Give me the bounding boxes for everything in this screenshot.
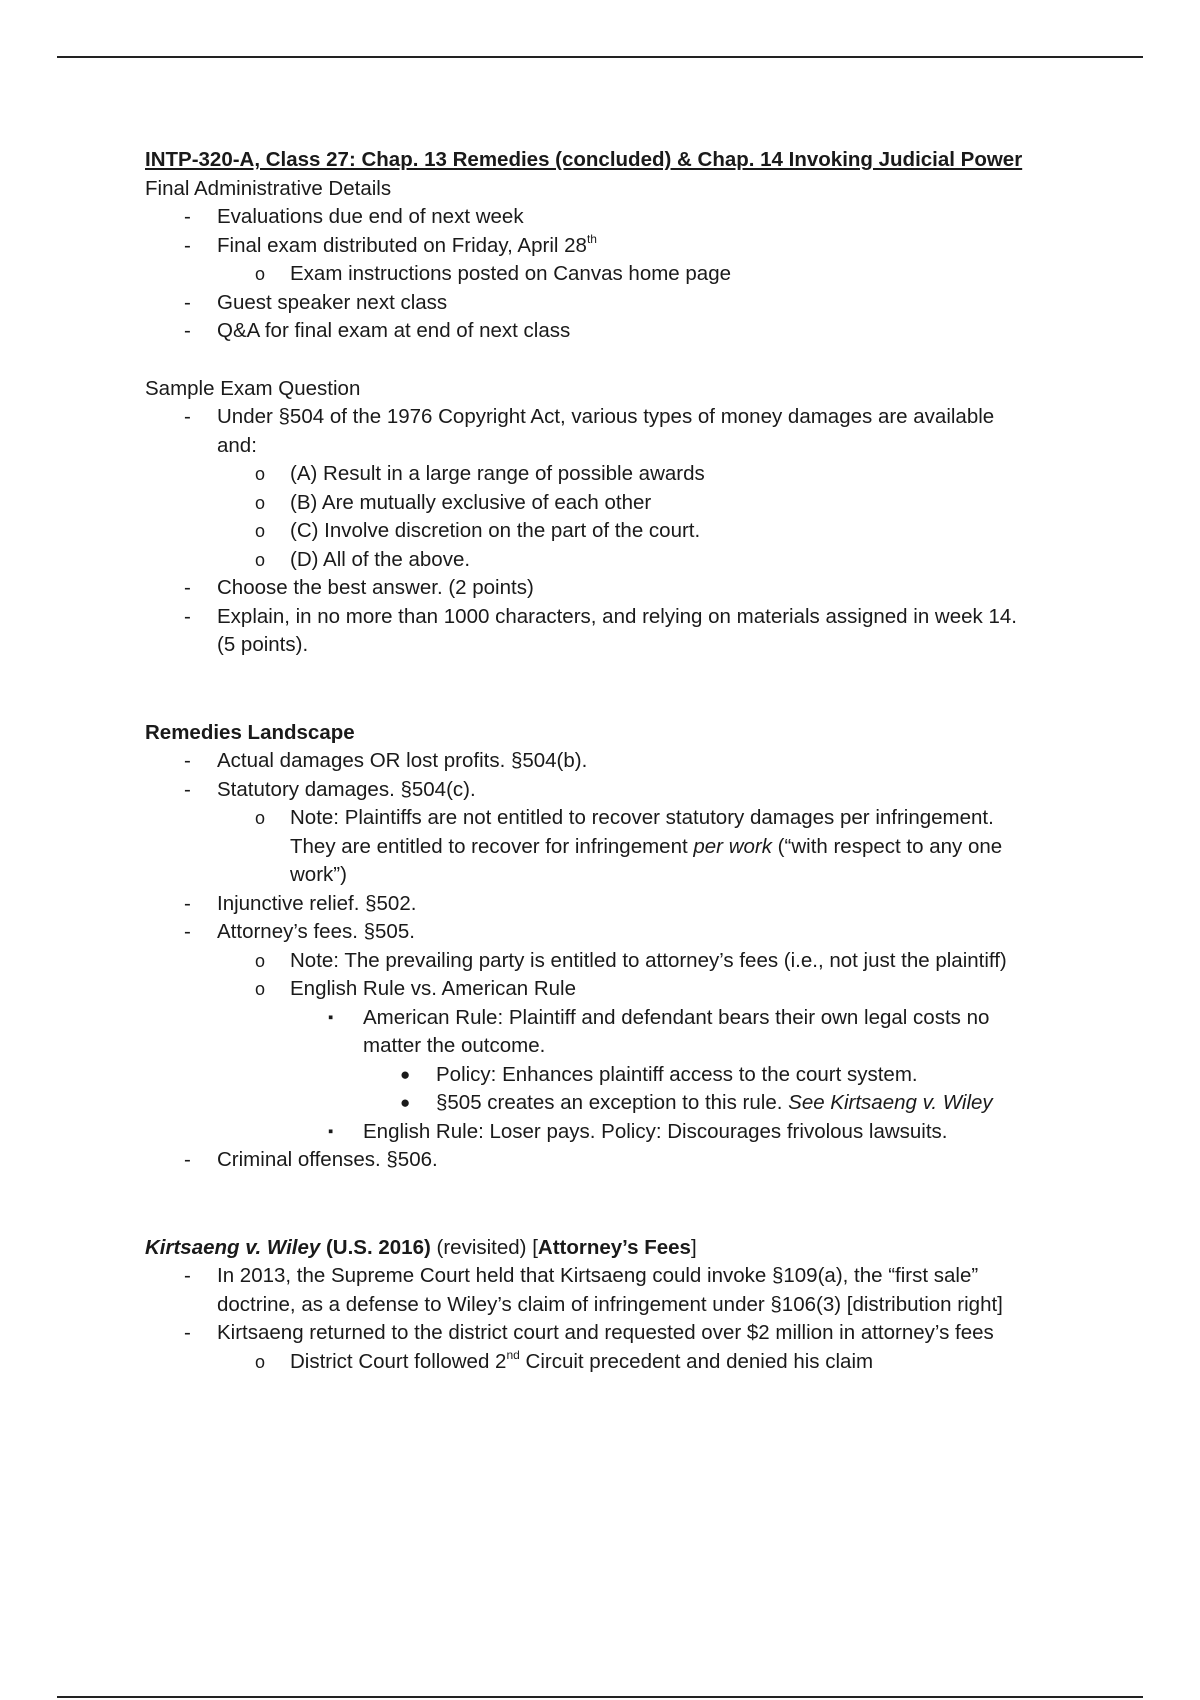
- text-run: (revisited) [: [430, 1235, 538, 1259]
- dash-marker: -: [184, 1148, 191, 1171]
- document-body: [145, 146, 1105, 1376]
- bullet-marker: ●: [400, 1093, 411, 1112]
- list-item-continuation: doctrine, as a defense to Wiley’s claim of infringement under §106(3) [distribution right]: [217, 1292, 1003, 1316]
- square-marker: ▪: [328, 1008, 334, 1026]
- list-item: [145, 947, 1105, 976]
- list-item-text: Under §504 of the 1976 Copyright Act, various types of money damages are available: [217, 405, 995, 428]
- circle-marker: o: [255, 521, 266, 541]
- answer-option: (C) Involve discretion on the part of the court.: [290, 519, 701, 542]
- list-item: [145, 890, 1105, 919]
- remedies-heading: Remedies Landscape: [145, 720, 355, 744]
- list-item: [145, 1348, 1105, 1377]
- list-item: [145, 1118, 1105, 1147]
- list-item-continuation: and:: [217, 433, 257, 457]
- document-title: INTP-320-A, Class 27: Chap. 13 Remedies (concluded) & Chap. 14 Invoking Judicial Power: [145, 148, 1023, 171]
- list-item: [145, 1262, 1105, 1291]
- list-item: [145, 975, 1105, 1004]
- answer-option: (A) Result in a large range of possible awards: [290, 462, 705, 485]
- list-item: [145, 804, 1105, 833]
- admin-heading: Final Administrative Details: [145, 176, 392, 200]
- list-item: [145, 1146, 1105, 1175]
- case-court: (U.S. 2016): [320, 1235, 431, 1259]
- list-item-text: English Rule vs. American Rule: [290, 977, 576, 1000]
- list-item: [145, 776, 1105, 805]
- list-item-text: Policy: Enhances plaintiff access to the court system.: [436, 1062, 918, 1086]
- list-item: [145, 603, 1105, 632]
- list-item: [145, 546, 1105, 575]
- list-item-text: Note: The prevailing party is entitled to attorney’s fees (i.e., not just the plaintiff): [290, 948, 1007, 972]
- circle-marker: o: [255, 979, 266, 999]
- list-item: [145, 517, 1105, 546]
- dash-marker: -: [184, 749, 191, 772]
- dash-marker: -: [184, 1321, 191, 1344]
- circle-marker: o: [255, 950, 266, 971]
- list-item-text: Choose the best answer. (2 points): [217, 576, 534, 599]
- text-run: §505 creates an exception to this rule.: [436, 1091, 789, 1114]
- superscript: nd: [506, 1347, 520, 1362]
- list-item-text: Kirtsaeng returned to the district court and requested over $2 million in attorney’s fees: [217, 1321, 994, 1344]
- dash-marker: -: [184, 576, 191, 599]
- text-run: (“with respect to any one: [771, 834, 1003, 858]
- list-item: [145, 1089, 1105, 1118]
- list-item: [145, 747, 1105, 776]
- superscript: th: [586, 231, 597, 246]
- list-item-continuation: (5 points).: [217, 633, 309, 656]
- list-item-text: Explain, in no more than 1000 characters, and relying on materials assigned in week 14.: [217, 604, 1017, 628]
- list-item: [145, 918, 1105, 947]
- footer-rule: [57, 1696, 1143, 1698]
- list-item: [145, 574, 1105, 603]
- text-run: Circuit precedent and denied his claim: [519, 1349, 874, 1373]
- circle-marker: o: [255, 549, 266, 570]
- list-item: [145, 260, 1105, 289]
- list-item: [145, 403, 1105, 432]
- case-topic: Attorney’s Fees: [537, 1235, 691, 1259]
- emphasis-text: See Kirtsaeng v. Wiley: [788, 1091, 993, 1114]
- list-item-text: Guest speaker next class: [217, 290, 448, 314]
- text-run: ]: [690, 1235, 697, 1259]
- list-item-text: Final exam distributed on Friday, April 28: [217, 233, 587, 257]
- list-item-text: In 2013, the Supreme Court held that Kirtsaeng could invoke §109(a), the “first sale”: [217, 1264, 979, 1287]
- list-item-text: American Rule: Plaintiff and defendant bears their own legal costs no: [363, 1005, 990, 1029]
- list-item: [145, 489, 1105, 518]
- list-item-text: Q&A for final exam at end of next class: [217, 319, 571, 342]
- list-item: [145, 232, 1105, 261]
- case-name: Kirtsaeng v. Wiley: [145, 1235, 321, 1259]
- square-marker: ▪: [328, 1122, 334, 1140]
- list-item-text: Note: Plaintiffs are not entitled to recover statutory damages per infringement.: [290, 806, 994, 829]
- answer-option: (B) Are mutually exclusive of each other: [290, 490, 652, 514]
- circle-marker: o: [255, 808, 266, 828]
- dash-marker: -: [184, 891, 191, 915]
- dash-marker: -: [184, 405, 191, 428]
- answer-option: (D) All of the above.: [290, 547, 471, 571]
- header-rule: [57, 56, 1143, 58]
- list-item-continuation: [145, 833, 1105, 862]
- dash-marker: -: [184, 205, 191, 228]
- sample-heading: Sample Exam Question: [145, 376, 361, 400]
- dash-marker: -: [184, 319, 191, 342]
- list-item-text: Injunctive relief. §502.: [217, 891, 417, 915]
- list-item: [145, 1319, 1105, 1348]
- list-item-text: Actual damages OR lost profits. §504(b).: [217, 749, 588, 772]
- text-run: They are entitled to recover for infringement: [290, 834, 694, 858]
- emphasis-text: per work: [693, 834, 772, 858]
- dash-marker: -: [184, 920, 191, 943]
- list-item: [145, 317, 1105, 346]
- list-item: [145, 289, 1105, 318]
- kirtsaeng-heading: [145, 1234, 1105, 1263]
- list-item-continuation: work”): [290, 863, 347, 886]
- text-run: District Court followed 2: [290, 1349, 507, 1373]
- list-item-continuation: matter the outcome.: [363, 1034, 546, 1057]
- list-item: [145, 460, 1105, 489]
- circle-marker: o: [255, 1351, 266, 1372]
- dash-marker: -: [184, 777, 191, 801]
- list-item: [145, 1004, 1105, 1033]
- list-item-text: English Rule: Loser pays. Policy: Discourages frivolous lawsuits.: [363, 1119, 948, 1143]
- circle-marker: o: [255, 492, 266, 513]
- list-item-text: Statutory damages. §504(c).: [217, 777, 476, 801]
- dash-marker: -: [184, 233, 191, 257]
- list-item: [145, 1061, 1105, 1090]
- dash-marker: -: [184, 604, 191, 628]
- list-item-text: Exam instructions posted on Canvas home page: [290, 262, 732, 285]
- list-item-text: Evaluations due end of next week: [217, 205, 524, 228]
- list-item-text: Attorney’s fees. §505.: [217, 920, 415, 943]
- circle-marker: o: [255, 264, 266, 284]
- dash-marker: -: [184, 290, 191, 314]
- list-item: [145, 203, 1105, 232]
- dash-marker: -: [184, 1264, 191, 1287]
- circle-marker: o: [255, 464, 266, 484]
- bullet-marker: ●: [400, 1064, 411, 1084]
- list-item-text: Criminal offenses. §506.: [217, 1148, 438, 1171]
